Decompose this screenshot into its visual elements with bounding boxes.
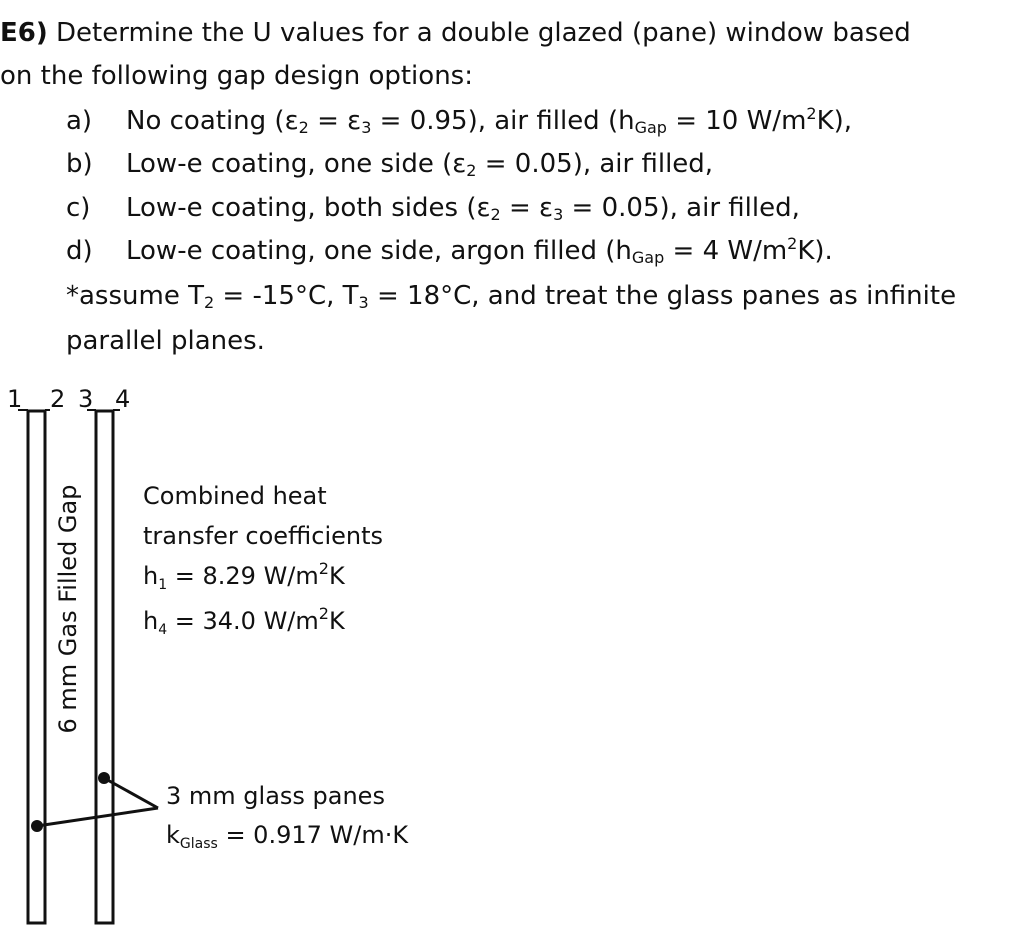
pointer-dot-right (98, 772, 110, 784)
option-c-text: Low-e coating, both sides $(\varepsilon_2 = \varepsilon_3 = 0.05)$, air filled, (126, 193, 800, 224)
htc-title-line-2: transfer coefficients (143, 522, 384, 550)
assume-line-1: *assume $T_2 = -15^\circ C$, $T_3 = 18^\circ C$, and treat the glass panes as infinite (66, 281, 957, 312)
option-a-text: No coating $(\varepsilon_2 = \varepsilon_3 = 0.95)$, air filled ($h_{Gap} = 10$ $W/m^2K$), (126, 104, 853, 137)
glass-pane-right (96, 411, 113, 923)
glass-panes-label: 3 mm glass panes (166, 782, 385, 810)
intro-text-1: Determine the U values for a double glazed (pane) window based (47, 18, 911, 48)
option-d-text: Low-e coating, one side, argon filled ($h_{Gap} = 4$ $W/m^2K$). (126, 234, 833, 267)
k-glass-value: $k_{Glass} = 0.917$ W/m·K (166, 821, 409, 852)
intro-text-2: on the following gap design options: (0, 61, 473, 91)
problem-id: E6) (0, 18, 48, 48)
pointer-dot-left (31, 820, 43, 832)
surface-label-3: 3 (78, 385, 94, 413)
h4-value: $h_4 = 34.0$ $W/m^2K$ (143, 604, 345, 638)
surface-label-2: 2 (50, 385, 66, 413)
gap-label: 6 mm Gas Filled Gap (54, 484, 82, 734)
surface-label-1: 1 (7, 385, 23, 413)
option-b-text: Low-e coating, one side $(\varepsilon_2 = 0.05)$, air filled, (126, 149, 714, 180)
option-a-label: a) (66, 106, 93, 136)
glass-pane-left (28, 411, 45, 923)
surface-label-4: 4 (115, 385, 131, 413)
option-c-label: c) (66, 193, 91, 223)
option-b-label: b) (66, 149, 93, 179)
option-d-label: d) (66, 236, 93, 266)
h1-value: $h_1 = 8.29$ $W/m^2K$ (143, 559, 345, 593)
htc-title-line-1: Combined heat (143, 482, 327, 510)
assume-line-2: parallel planes. (66, 326, 265, 356)
